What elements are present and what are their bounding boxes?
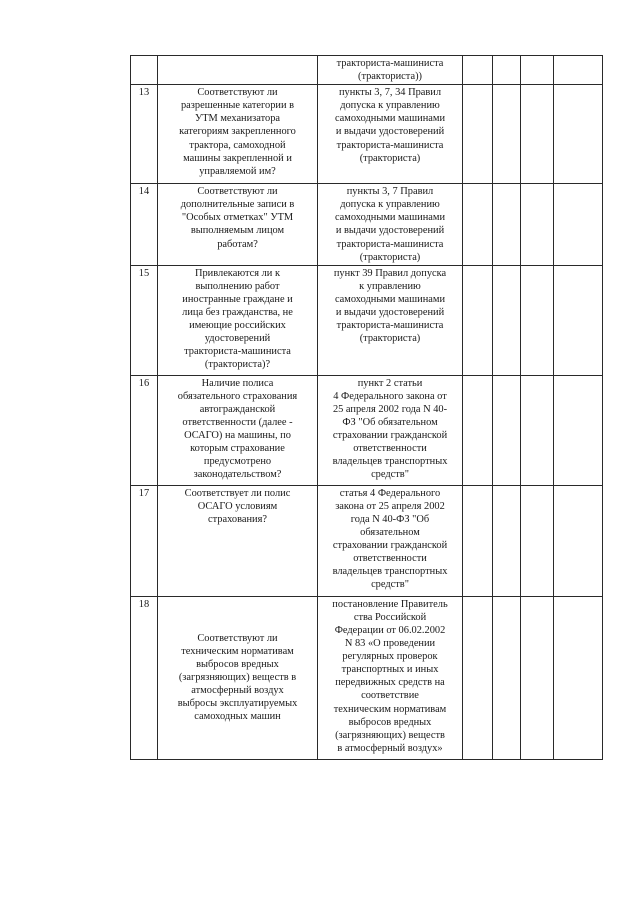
table-row [131,485,603,596]
reference-cell: постановление Правитель ства Российской Федерации от 06.02.2002 N 83 «О проведении регулярных проверок транспортных и иных передвижных средств на соответствие техническим нормативам выбросов вредных (загрязняющих) веществ в атмосферный воздух» [318,596,463,759]
reference-cell: статья 4 Федерального закона от 25 апреля 2002 года N 40-ФЗ "Об обязательном страховании гражданской ответственности владельцев транспортных средств" [318,485,463,596]
answer-yes-cell [463,485,493,596]
answer-no-cell [493,56,521,85]
reference-cell: пункт 2 статьи 4 Федерального закона от 25 апреля 2002 года N 40- ФЗ "Об обязательном страховании гражданской ответственности владельцев транспортных средств" [318,375,463,485]
answer-yes-cell [463,596,493,759]
answer-na-cell [521,85,554,184]
table-row [131,375,603,485]
question-cell: Привлекаются ли к выполнению работ иностранные граждане и лица без гражданства, не имеющие российских удостоверений тракториста-машиниста (тракториста)? [158,265,318,375]
note-cell [554,485,603,596]
note-cell [554,184,603,266]
answer-yes-cell [463,375,493,485]
answer-na-cell [521,596,554,759]
answer-no-cell [493,375,521,485]
note-cell [554,375,603,485]
answer-no-cell [493,485,521,596]
table-row [131,265,603,375]
note-cell [554,56,603,85]
answer-na-cell [521,485,554,596]
question-cell: Соответствуют ли разрешенные категории в УТМ механизатора категориям закрепленного трактора, самоходной машины закрепленной и управляемой им? [158,85,318,184]
row-number: 17 [131,485,158,596]
answer-no-cell [493,184,521,266]
table-row [131,596,603,759]
question-cell: Соответствуют ли техническим нормативам выбросов вредных (загрязняющих) веществ в атмосферный воздух выбросы эксплуатируемых самоходных машин [158,596,318,759]
reference-cell: пункт 39 Правил допуска к управлению самоходными машинами и выдачи удостоверений тракториста-машиниста (тракториста) [318,265,463,375]
question-cell: Соответствуют ли дополнительные записи в "Особых отметках" УТМ выполняемым лицом работам? [158,184,318,266]
answer-na-cell [521,184,554,266]
answer-na-cell [521,56,554,85]
table-row [131,56,603,85]
answer-yes-cell [463,184,493,266]
reference-cell: тракториста-машиниста (тракториста)) [318,56,463,85]
reference-cell: пункты 3, 7 Правил допуска к управлению самоходными машинами и выдачи удостоверений тракториста-машиниста (тракториста) [318,184,463,266]
row-number: 16 [131,375,158,485]
note-cell [554,265,603,375]
row-number: 18 [131,596,158,759]
question-cell [158,56,318,85]
row-number: 15 [131,265,158,375]
answer-yes-cell [463,85,493,184]
reference-cell: пункты 3, 7, 34 Правил допуска к управлению самоходными машинами и выдачи удостоверений тракториста-машиниста (тракториста) [318,85,463,184]
note-cell [554,85,603,184]
answer-no-cell [493,85,521,184]
note-cell [554,596,603,759]
checklist-table [130,55,603,760]
table-row [131,85,603,184]
table-row [131,184,603,266]
answer-na-cell [521,265,554,375]
answer-yes-cell [463,265,493,375]
row-number: 13 [131,85,158,184]
row-number: 14 [131,184,158,266]
question-cell: Соответствует ли полис ОСАГО условиям страхования? [158,485,318,596]
question-cell: Наличие полиса обязательного страхования автогражданской ответственности (далее - ОСАГО) на машины, по которым страхование предусмотрено законодательством? [158,375,318,485]
answer-na-cell [521,375,554,485]
row-number [131,56,158,85]
answer-no-cell [493,596,521,759]
answer-no-cell [493,265,521,375]
answer-yes-cell [463,56,493,85]
